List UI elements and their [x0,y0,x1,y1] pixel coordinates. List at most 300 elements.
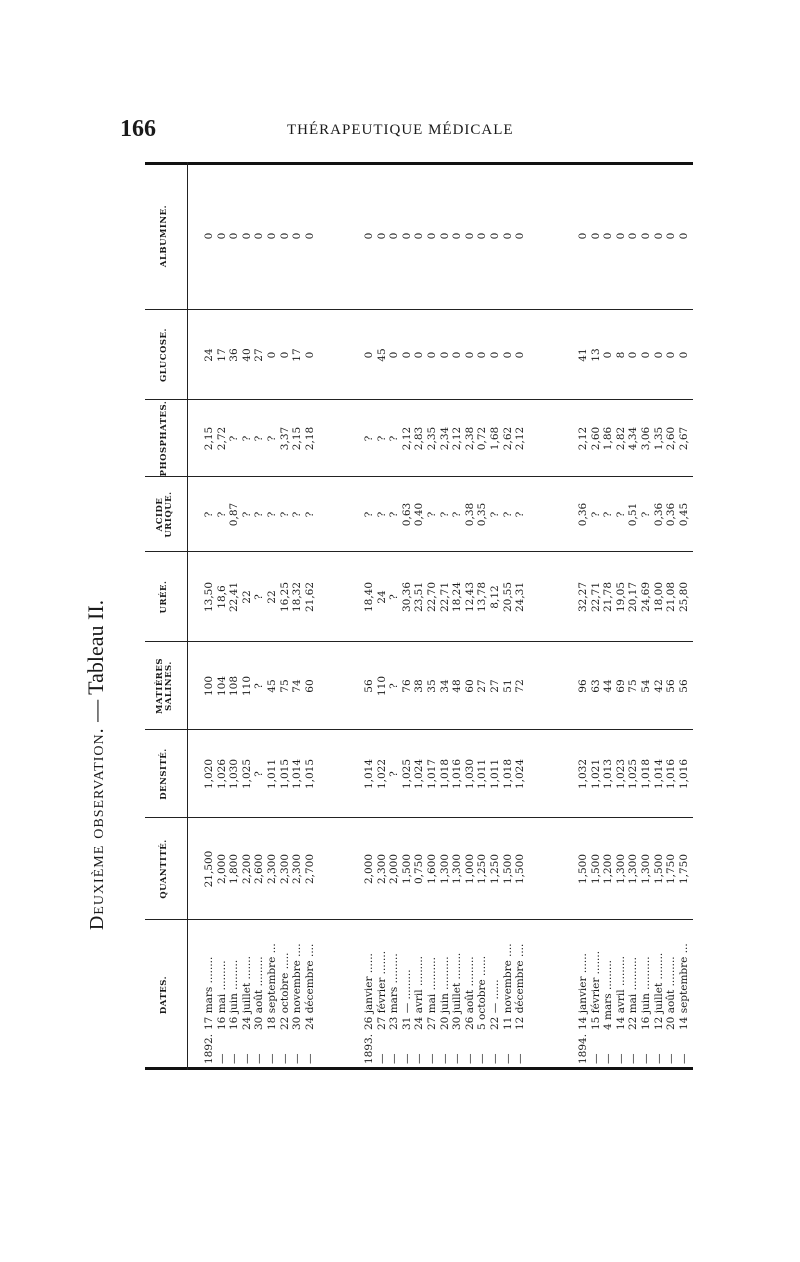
cell-dates: 30 novembre .... [291,943,304,1030]
table-row [476,162,488,1070]
cell-phosphates: 2,60 [589,426,602,451]
cell-quantite: 1,200 [602,853,615,885]
cell-uree: 13,50 [203,581,215,613]
cell-glucose: 0 [363,351,375,359]
cell-albumine: 0 [677,232,690,240]
cell-uree: ? [253,594,266,600]
table-row [627,162,639,1070]
cell-uree: 22,71 [438,581,451,613]
cell-matieres-salines: 48 [451,679,464,693]
cell-phosphates: 3,37 [278,426,291,451]
cell-densite: 1,018 [438,758,451,790]
cell-albumine: 0 [278,232,291,240]
cell-acide-urique: ? [203,511,215,518]
cell-densite: 1,032 [577,758,589,790]
row-ditto-dash: — [375,1053,388,1064]
cell-phosphates: ? [266,435,278,442]
cell-glucose: 0 [501,351,514,359]
cell-uree: 22 [240,590,253,604]
cell-glucose: 0 [476,351,489,359]
table-row [241,162,253,1070]
cell-matieres-salines: 75 [627,679,640,693]
cell-albumine: 0 [303,232,316,240]
cell-densite: 1,013 [602,758,615,790]
cell-glucose: 0 [438,351,451,359]
row-ditto-dash: — [476,1053,489,1064]
table-row [678,162,690,1070]
cell-phosphates: 2,12 [451,426,464,451]
cell-phosphates: 2,83 [413,426,426,451]
cell-phosphates: 1,86 [602,426,615,451]
header-rule [187,162,188,1070]
cell-densite: 1,025 [240,758,253,790]
cell-acide-urique: 0,63 [400,502,413,527]
cell-dates: 14 septembre ... [677,943,690,1030]
cell-glucose: 36 [228,348,241,362]
cell-quantite: 1,300 [627,853,640,885]
table-row [413,162,425,1070]
cell-phosphates: 2,38 [463,426,476,451]
cell-dates: 16 juin .......... [640,956,652,1030]
cell-quantite: 2,300 [266,853,278,885]
cell-phosphates: 2,15 [203,426,215,451]
table-row [228,162,240,1070]
cell-dates: 24 avril ......... [413,955,426,1030]
row-ditto-dash: — [589,1053,602,1064]
cell-phosphates: 2,67 [677,426,690,451]
cell-phosphates: ? [363,435,375,442]
table-row [253,162,265,1070]
row-ditto-dash: — [614,1053,627,1064]
cell-glucose: 0 [451,351,464,359]
header-uree: URÉE. [159,580,170,614]
cell-dates: 30 août ......... [253,956,266,1030]
cell-acide-urique: ? [253,511,266,518]
cell-matieres-salines: 56 [363,679,375,693]
cell-albumine: 0 [652,232,665,240]
row-ditto-dash: — [278,1053,291,1064]
cell-phosphates: ? [228,435,241,442]
table-title-number: — Tableau II. [83,599,108,728]
cell-densite: 1,022 [375,758,388,790]
cell-acide-urique: 0,45 [677,502,690,527]
table-row [464,162,476,1070]
cell-glucose: 41 [577,348,589,362]
cell-albumine: 0 [426,232,438,240]
cell-densite: 1,020 [203,758,215,790]
table-row [489,162,501,1070]
cell-quantite: 1,500 [652,853,665,885]
row-year: 1894. [577,1033,589,1064]
cell-glucose: 13 [589,348,602,362]
cell-phosphates: 2,12 [400,426,413,451]
cell-matieres-salines: 60 [303,679,316,693]
cell-phosphates: 2,12 [514,426,527,451]
cell-quantite: 1,500 [501,853,514,885]
table-row [376,162,388,1070]
cell-acide-urique: ? [291,511,304,518]
cell-matieres-salines: 38 [413,679,426,693]
row-ditto-dash: — [501,1053,514,1064]
cell-albumine: 0 [400,232,413,240]
cell-dates: 20 juin .......... [438,956,451,1030]
cell-densite: 1,025 [400,758,413,790]
row-ditto-dash: — [215,1053,228,1064]
header-albumine: ALBUMINE. [159,204,170,268]
cell-glucose: 0 [426,351,438,359]
row-ditto-dash: — [253,1053,266,1064]
cell-uree: 30,36 [400,581,413,613]
cell-acide-urique: 0,36 [652,502,665,527]
row-ditto-dash: — [291,1053,304,1064]
cell-glucose: 0 [677,351,690,359]
cell-matieres-salines: 69 [614,679,627,693]
cell-quantite: 2,000 [388,853,401,885]
cell-dates: 5 octobre ...... [476,955,489,1030]
cell-densite: 1,017 [426,758,438,790]
cell-dates: 14 avril ......... [614,955,627,1030]
cell-albumine: 0 [640,232,652,240]
cell-dates: 31 — ......... [400,969,413,1030]
table-row [363,162,375,1070]
cell-glucose: 0 [489,351,501,359]
cell-matieres-salines: ? [253,683,266,689]
cell-dates: 18 septembre ... [266,943,278,1030]
cell-uree: ? [388,594,401,600]
cell-glucose: 0 [640,351,652,359]
cell-quantite: 1,500 [514,853,527,885]
table-row [216,162,228,1070]
header-matieres-salines: MATIÈRES SALINES. [154,658,174,715]
cell-densite: 1,023 [614,758,627,790]
cell-matieres-salines: 56 [677,679,690,693]
cell-glucose: 0 [388,351,401,359]
cell-phosphates: 2,82 [614,426,627,451]
cell-albumine: 0 [215,232,228,240]
cell-acide-urique: ? [240,511,253,518]
cell-quantite: 21,500 [203,850,215,888]
cell-glucose: 17 [215,348,228,362]
cell-glucose: 0 [278,351,291,359]
running-head: THÉRAPEUTIQUE MÉDICALE [287,122,514,138]
cell-densite: 1,011 [266,758,278,790]
cell-phosphates: ? [253,435,266,442]
cell-glucose: 0 [266,351,278,359]
cell-uree: 21,08 [665,581,678,613]
cell-densite: 1,025 [627,758,640,790]
table-row [665,162,677,1070]
cell-matieres-salines: 45 [266,679,278,693]
cell-albumine: 0 [266,232,278,240]
cell-albumine: 0 [228,232,241,240]
cell-densite: 1,030 [228,758,241,790]
table-row [388,162,400,1070]
cell-quantite: 1,250 [489,853,501,885]
row-ditto-dash: — [438,1053,451,1064]
cell-quantite: 1,300 [438,853,451,885]
cell-glucose: 0 [400,351,413,359]
row-ditto-dash: — [677,1053,690,1064]
cell-matieres-salines: 75 [278,679,291,693]
cell-albumine: 0 [463,232,476,240]
cell-albumine: 0 [489,232,501,240]
cell-uree: 22,71 [589,581,602,613]
cell-glucose: 0 [602,351,615,359]
header-glucose: GLUCOSE. [159,328,170,382]
cell-densite: 1,016 [677,758,690,790]
table-row [502,162,514,1070]
header-dates: DATES. [159,975,170,1015]
cell-glucose: 0 [627,351,640,359]
cell-matieres-salines: 27 [489,679,501,693]
cell-densite: 1,015 [278,758,291,790]
cell-uree: 23,51 [413,581,426,613]
cell-dates: 27 février ....... [375,950,388,1030]
row-ditto-dash: — [451,1053,464,1064]
cell-glucose: 0 [463,351,476,359]
row-ditto-dash: — [463,1053,476,1064]
cell-phosphates: 2,15 [291,426,304,451]
cell-acide-urique: ? [266,511,278,518]
cell-densite: 1,021 [589,758,602,790]
cell-albumine: 0 [388,232,401,240]
cell-dates: 30 juillet ........ [451,952,464,1030]
cell-uree: 22,70 [426,581,438,613]
cell-dates: 22 — ...... [489,979,501,1030]
page-number: 166 [120,116,156,142]
cell-albumine: 0 [438,232,451,240]
row-ditto-dash: — [303,1053,316,1064]
row-ditto-dash: — [640,1053,652,1064]
row-year: 1892. [203,1033,215,1064]
row-ditto-dash: — [388,1053,401,1064]
cell-glucose: 0 [303,351,316,359]
table-row [203,162,215,1070]
cell-acide-urique: ? [388,511,401,518]
cell-acide-urique: ? [215,511,228,518]
cell-albumine: 0 [253,232,266,240]
cell-densite: 1,011 [489,758,501,790]
cell-phosphates: 2,62 [501,426,514,451]
cell-quantite: 1,800 [228,853,241,885]
cell-phosphates: 2,34 [438,426,451,451]
cell-phosphates: 2,18 [303,426,316,451]
cell-matieres-salines: 44 [602,679,615,693]
row-ditto-dash: — [266,1053,278,1064]
cell-glucose: 40 [240,348,253,362]
cell-dates: 12 décembre .... [514,943,527,1030]
cell-phosphates: 2,12 [577,426,589,451]
cell-acide-urique: ? [278,511,291,518]
cell-acide-urique: 0,38 [463,502,476,527]
cell-matieres-salines: 74 [291,679,304,693]
table-row [266,162,278,1070]
cell-glucose: 0 [413,351,426,359]
cell-densite: 1,014 [652,758,665,790]
cell-albumine: 0 [665,232,678,240]
cell-dates: 15 février ....... [589,950,602,1030]
cell-phosphates: 1,35 [652,426,665,451]
cell-densite: 1,014 [291,758,304,790]
cell-quantite: 2,600 [253,853,266,885]
cell-dates: 24 décembre .... [303,943,316,1030]
table-row [577,162,589,1070]
cell-acide-urique: ? [451,511,464,518]
cell-uree: 18,24 [451,581,464,613]
cell-densite: 1,024 [514,758,527,790]
cell-densite: 1,026 [215,758,228,790]
cell-densite: 1,018 [640,758,652,790]
row-ditto-dash: — [489,1053,501,1064]
cell-dates: 20 août ......... [665,956,678,1030]
cell-quantite: 1,300 [640,853,652,885]
cell-matieres-salines: 42 [652,679,665,693]
cell-matieres-salines: ? [388,683,401,689]
cell-dates: 23 mars ......... [388,953,401,1030]
cell-phosphates: 2,72 [215,426,228,451]
cell-phosphates: 3,06 [640,426,652,451]
cell-acide-urique: 0,40 [413,502,426,527]
cell-dates: 11 novembre .... [501,943,514,1030]
cell-glucose: 17 [291,348,304,362]
cell-densite: 1,018 [501,758,514,790]
cell-matieres-salines: 34 [438,679,451,693]
cell-quantite: 2,000 [363,853,375,885]
cell-densite: 1,030 [463,758,476,790]
cell-uree: 12,43 [463,581,476,613]
cell-acide-urique: ? [602,511,615,518]
table-row [291,162,303,1070]
table-title-observation: Deuxième observation. [86,727,108,931]
cell-acide-urique: 0,36 [577,502,589,527]
cell-densite: 1,015 [303,758,316,790]
cell-quantite: 1,250 [476,853,489,885]
cell-glucose: 0 [665,351,678,359]
cell-acide-urique: ? [438,511,451,518]
cell-acide-urique: ? [426,511,438,518]
cell-matieres-salines: 110 [240,675,253,697]
cell-uree: 22 [266,590,278,604]
cell-uree: 19,05 [614,581,627,613]
cell-acide-urique: ? [614,511,627,518]
cell-quantite: 1,300 [451,853,464,885]
table-row [615,162,627,1070]
cell-densite: 1,024 [413,758,426,790]
cell-uree: 21,78 [602,581,615,613]
cell-uree: 25,80 [677,581,690,613]
cell-phosphates: 1,68 [489,426,501,451]
cell-albumine: 0 [375,232,388,240]
cell-glucose: 45 [375,348,388,362]
cell-quantite: 1,500 [400,853,413,885]
cell-dates: 4 mars ......... [602,959,615,1030]
cell-albumine: 0 [627,232,640,240]
cell-uree: 18,00 [652,581,665,613]
cell-uree: 21,62 [303,581,316,613]
table-row [279,162,291,1070]
row-ditto-dash: — [665,1053,678,1064]
row-ditto-dash: — [228,1053,241,1064]
cell-acide-urique: ? [489,511,501,518]
table-title [83,405,109,1125]
cell-matieres-salines: 110 [375,675,388,697]
header-phosphates: PHOSPHATES. [159,400,170,477]
cell-dates: 26 janvier ...... [363,953,375,1030]
cell-densite: ? [253,771,266,777]
cell-matieres-salines: 35 [426,679,438,693]
cell-uree: 8,12 [489,585,501,609]
cell-dates: 26 août ......... [463,956,476,1030]
cell-phosphates: 2,60 [665,426,678,451]
header-acide-urique: ACIDE URIQUE. [154,491,174,538]
cell-acide-urique: 0,51 [627,502,640,527]
urine-analysis-table [145,160,695,1070]
cell-uree: 18,40 [363,581,375,613]
cell-quantite: 2,300 [278,853,291,885]
row-ditto-dash: — [627,1053,640,1064]
header-quantite: QUANTITÉ. [159,839,170,899]
cell-quantite: 0,750 [413,853,426,885]
cell-dates: 27 mai .......... [426,957,438,1030]
row-ditto-dash: — [514,1053,527,1064]
cell-matieres-salines: 76 [400,679,413,693]
header-densite: DENSITÉ. [159,748,170,800]
cell-glucose: 0 [514,351,527,359]
cell-matieres-salines: 27 [476,679,489,693]
cell-dates: 17 mars ........ [203,956,215,1030]
cell-acide-urique: ? [501,511,514,518]
cell-matieres-salines: 72 [514,679,527,693]
cell-matieres-salines: 60 [463,679,476,693]
cell-uree: 24 [375,590,388,604]
cell-glucose: 24 [203,348,215,362]
row-ditto-dash: — [240,1053,253,1064]
cell-quantite: 2,000 [215,853,228,885]
cell-acide-urique: ? [303,511,316,518]
cell-dates: 22 mai .......... [627,957,640,1030]
cell-dates: 16 mai ......... [215,960,228,1030]
cell-matieres-salines: 51 [501,679,514,693]
cell-uree: 18,6 [215,585,228,609]
cell-densite: ? [388,771,401,777]
cell-quantite: 1,000 [463,853,476,885]
cell-dates: 16 juin ......... [228,959,241,1030]
cell-albumine: 0 [451,232,464,240]
cell-albumine: 0 [203,232,215,240]
cell-phosphates: 2,35 [426,426,438,451]
cell-albumine: 0 [413,232,426,240]
cell-matieres-salines: 108 [228,675,241,697]
cell-albumine: 0 [363,232,375,240]
cell-uree: 20,55 [501,581,514,613]
cell-acide-urique: ? [363,511,375,518]
cell-uree: 18,32 [291,581,304,613]
cell-dates: 12 juillet ........ [652,952,665,1030]
cell-acide-urique: ? [375,511,388,518]
cell-albumine: 0 [240,232,253,240]
cell-phosphates: ? [240,435,253,442]
cell-quantite: 1,750 [665,853,678,885]
cell-acide-urique: ? [589,511,602,518]
row-ditto-dash: — [426,1053,438,1064]
cell-uree: 22,41 [228,581,241,613]
cell-matieres-salines: 100 [203,675,215,697]
cell-quantite: 1,300 [614,853,627,885]
cell-albumine: 0 [476,232,489,240]
cell-quantite: 1,500 [577,853,589,885]
cell-phosphates: ? [375,435,388,442]
table-row [401,162,413,1070]
